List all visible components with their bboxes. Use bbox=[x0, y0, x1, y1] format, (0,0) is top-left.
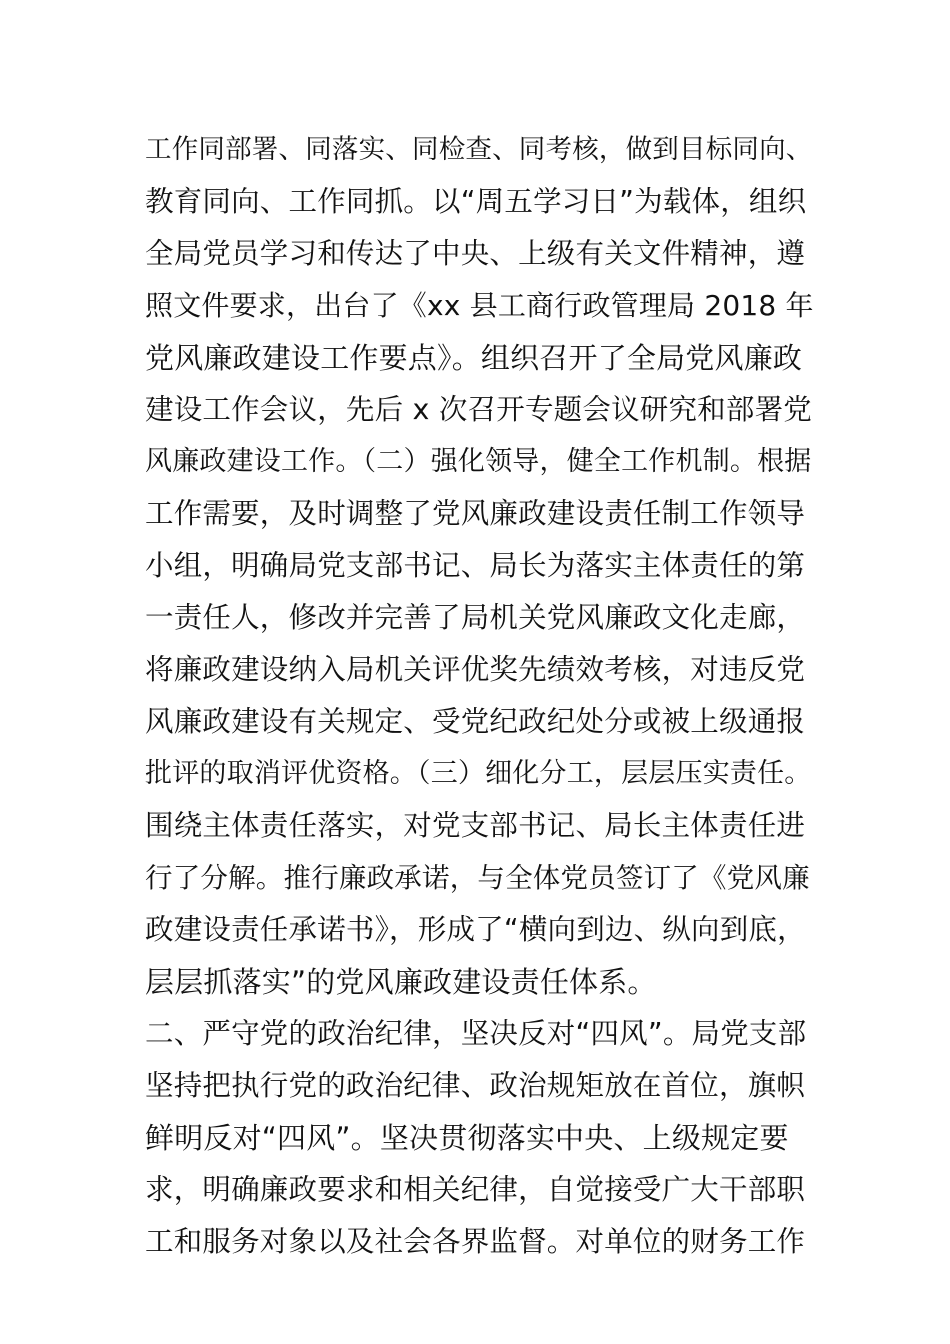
text-line: 教育同向、工作同抓。以“周五学习日”为载体，组织 bbox=[145, 185, 807, 218]
text-line: 风廉政建设有关规定、受党纪政纪处分或被上级通报 bbox=[145, 705, 806, 738]
text-line: 党风廉政建设工作要点》。组织召开了全局党风廉政 bbox=[145, 341, 803, 375]
text-line: 工和服务对象以及社会各界监督。对单位的财务工作 bbox=[145, 1225, 806, 1258]
document-body bbox=[145, 124, 815, 1268]
text-line: 工作同部署、同落实、同检查、同考核，做到目标同向、 bbox=[145, 134, 813, 165]
text-line: 批评的取消评优资格。（三）细化分工，层层压实责任。 bbox=[145, 758, 812, 789]
text-line: 小组，明确局党支部书记、局长为落实主体责任的第 bbox=[145, 549, 806, 582]
text-line: 建设工作会议，先后 x 次召开专题会议研究和部署党 bbox=[145, 393, 812, 426]
text-line: 照文件要求，出台了《xx 县工商行政管理局 2018 年 bbox=[145, 289, 814, 322]
text-line: 围绕主体责任落实，对党支部书记、局长主体责任进 bbox=[145, 809, 806, 842]
text-line: 层层抓落实”的党风廉政建设责任体系。 bbox=[145, 965, 657, 999]
text-line: 将廉政建设纳入局机关评优奖先绩效考核，对违反党 bbox=[145, 653, 806, 686]
text-line: 求，明确廉政要求和相关纪律，自觉接受广大干部职 bbox=[145, 1173, 806, 1206]
text-line: 鲜明反对“四风”。坚决贯彻落实中央、上级规定要 bbox=[145, 1121, 789, 1155]
text-line: 全局党员学习和传达了中央、上级有关文件精神，遵 bbox=[145, 237, 806, 270]
text-line: 风廉政建设工作。（二）强化领导，健全工作机制。根据 bbox=[145, 446, 812, 477]
text-line: 行了分解。推行廉政承诺，与全体党员签订了《党风廉 bbox=[145, 862, 810, 894]
text-line: 坚持把执行党的政治纪律、政治规矩放在首位，旗帜 bbox=[145, 1069, 806, 1102]
text-line: 二、严守党的政治纪律，坚决反对“四风”。局党支部 bbox=[145, 1017, 807, 1050]
text-line: 政建设责任承诺书》，形成了“横向到边、纵向到底， bbox=[145, 913, 806, 946]
text-line: 一责任人，修改并完善了局机关党风廉政文化走廊， bbox=[145, 601, 806, 634]
text-line: 工作需要，及时调整了党风廉政建设责任制工作领导 bbox=[145, 497, 806, 530]
